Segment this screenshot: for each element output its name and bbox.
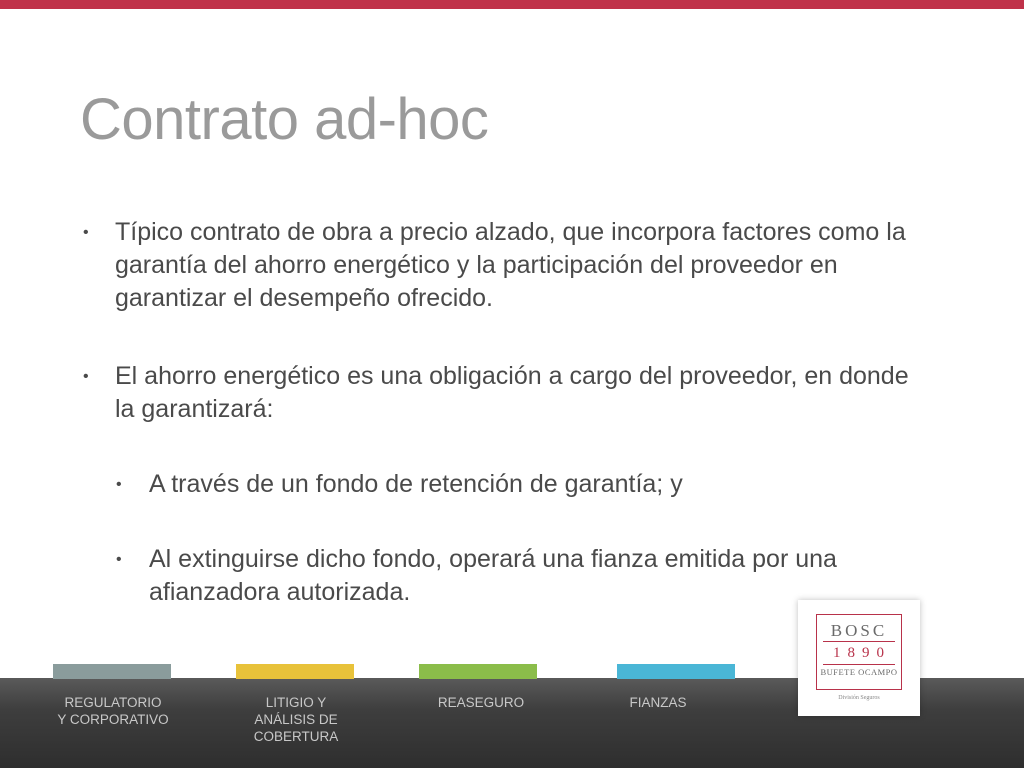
tab-litigio[interactable]: LITIGIO Y ANÁLISIS DE COBERTURA [253, 695, 339, 744]
logo-year: 1890 [833, 645, 891, 661]
bullet-text: Al extinguirse dicho fondo, operará una fianza emitida por una afianzadora autorizada. [149, 545, 837, 606]
bullet-dot: • [116, 551, 122, 568]
tab-color-bar-litigio [236, 664, 354, 679]
bullet-text: A través de un fondo de retención de garantía; y [149, 470, 683, 498]
bullet-dot: • [83, 368, 89, 385]
logo-frame [816, 614, 902, 690]
tab-color-bar-reaseguro [419, 664, 537, 679]
tab-regulatorio[interactable]: REGULATORIO Y CORPORATIVO [57, 695, 169, 727]
company-logo [798, 600, 920, 716]
slide-title: Contrato ad-hoc [80, 87, 489, 152]
top-accent-bar [0, 0, 1024, 9]
logo-top-text: BOSC [830, 621, 888, 640]
sub-bullet-item [116, 468, 939, 501]
logo-name: BUFETE OCAMPO [820, 667, 898, 677]
bullet-item [83, 216, 935, 315]
tab-reaseguro[interactable]: REASEGURO [437, 695, 525, 710]
tab-color-bar-regulatorio [53, 664, 171, 679]
tab-color-bar-fianzas [617, 664, 735, 679]
bullet-dot: • [116, 476, 122, 493]
logo-subtitle: División Seguros [838, 695, 880, 701]
bullet-dot: • [83, 224, 89, 241]
bullet-text: El ahorro energético es una obligación a cargo del proveedor, en donde la garantizará: [115, 362, 909, 423]
bullet-text: Típico contrato de obra a precio alzado, que incorpora factores como la garantía del ahorro energético y la participación del proveedor en garantizar el desempeño ofrecido. [115, 218, 906, 312]
tab-fianzas[interactable]: FIANZAS [629, 695, 687, 710]
bullet-item [83, 360, 935, 426]
